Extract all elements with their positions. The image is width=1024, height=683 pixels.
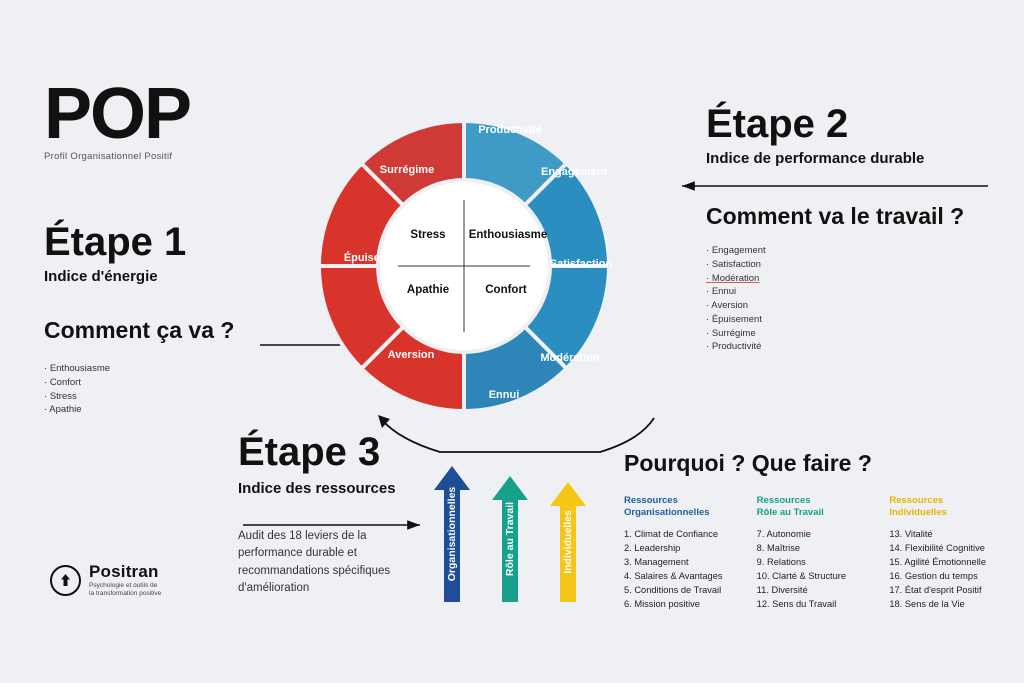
arrow-label: Rôle au Travail [504,501,516,577]
wheel-center-apathie: Apathie [406,284,450,296]
wheel-label-ennui: Ennui [488,389,520,401]
pourquoi-question: Pourquoi ? Que faire ? [624,450,872,476]
resources-heading-line2: Individuelles [889,507,947,519]
pop-wheel [308,72,620,492]
resources-list [889,527,1004,612]
list-item: · Surrégime [706,327,1006,341]
list-item: · Confort [44,376,324,390]
list-item: 9. Relations [756,556,806,567]
wheel-label-surregime: Surrégime [379,164,435,176]
etape-2-block [706,104,1006,354]
pop-logo-word: POP [44,74,191,154]
etape-2-subtitle: Indice de performance durable [706,150,925,167]
positran-mark-icon [50,565,81,596]
etape-3-subtitle: Indice des ressources [238,480,396,497]
etape-1-bullets [44,362,324,417]
list-item: · Productivité [706,340,1006,354]
list-item: · Engagement [706,244,1006,258]
list-item: 15. Agilité Émotionnelle [889,556,986,567]
wheel-center-stress: Stress [410,229,446,241]
etape-2-question: Comment va le travail ? [706,203,965,229]
resources-heading-line1: Ressources [756,495,811,506]
list-item: 13. Vitalité [889,528,933,539]
etape-1-title: Étape 1 [44,220,187,264]
list-item: 11. Diversité [756,585,808,596]
etape-3-title: Étape 3 [238,430,381,474]
arrow-label: Organisationnelles [446,486,458,582]
list-item: · Modération [706,272,1006,286]
arrow-label: Individuelles [562,510,574,574]
pop-logo-subtitle: Profil Organisationnel Positif [44,150,173,162]
wheel-label-moderation: Modération [540,352,600,364]
resource-arrow-role-au-travail [492,476,528,602]
list-item: 7. Autonomie [756,528,811,539]
positran-tagline-line1: Psychologie et outils de [89,582,158,589]
positran-name: Positran [89,562,159,581]
resources-list [624,527,739,612]
resources-list [757,527,872,612]
list-item: · Apathie [44,403,324,417]
list-item: · Enthousiasme [44,362,324,376]
resources-heading-line2: Organisationnelles [624,507,710,519]
etape-1-subtitle: Indice d'énergie [44,268,158,285]
resources-heading [624,495,739,520]
wheel-label-epuisement: Épuisement [343,252,407,264]
resources-columns [624,495,1004,611]
resource-arrow-organisationnelles [434,466,470,602]
wheel-label-satisfaction: Satisfaction [549,258,613,270]
list-item: 2. Leadership [624,542,681,553]
list-item: · Ennui [706,285,1006,299]
etape-1-block [44,222,324,417]
list-item: 3. Management [624,556,689,567]
resources-column-role-au-travail [757,495,872,611]
list-item: · Satisfaction [706,258,1006,272]
list-item: 8. Maîtrise [756,542,801,553]
resources-heading-line1: Ressources [889,495,944,506]
resources-heading-line1: Ressources [624,495,678,506]
arrow-up-icon [58,573,73,588]
wheel-label-productivite: Productivité [478,124,542,136]
list-item: · Aversion [706,299,1006,313]
list-item: 18. Sens de la Vie [889,599,965,610]
resources-column-organisationnelles [624,495,739,611]
list-item: 6. Mission positive [624,599,700,610]
etape-2-title: Étape 2 [706,102,849,146]
positran-text [89,562,161,599]
list-item: 1. Climat de Confiance [624,528,719,539]
list-item: 5. Conditions de Travail [624,585,722,596]
wheel-label-aversion: Aversion [387,349,435,361]
etape-2-bullets [706,244,1006,354]
resource-arrow-individuelles [550,482,586,602]
wheel-center-enthousiasme: Enthousiasme [468,229,548,241]
etape-3-description: Audit des 18 leviers de la performance durable et recommandations spécifiques d'amélioration [238,530,391,594]
wheel-label-engagement: Engagement [540,166,608,178]
positran-tagline-line2: la transformation positive [89,590,162,598]
etape-1-question: Comment ça va ? [44,317,235,343]
positran-logo [50,562,161,599]
list-item: 10. Clarté & Structure [756,571,847,582]
pop-logo [44,74,191,162]
list-item: · Stress [44,390,324,404]
resources-column-individuelles [889,495,1004,611]
wheel-svg [308,72,620,492]
list-item: 12. Sens du Travail [756,599,837,610]
list-item: 4. Salaires & Avantages [624,571,723,582]
list-item: 17. État d'esprit Positif [889,585,982,596]
wheel-center-confort: Confort [485,284,527,296]
resources-heading [757,495,872,520]
list-item: 16. Gestion du temps [889,571,978,582]
list-item: · Épuisement [706,313,1006,327]
pourquoi-block [624,450,1004,611]
list-item: 14. Flexibilité Cognitive [889,542,985,553]
resources-heading-line2: Rôle au Travail [756,507,824,519]
resources-heading [889,495,1004,520]
positran-tagline [89,582,161,599]
